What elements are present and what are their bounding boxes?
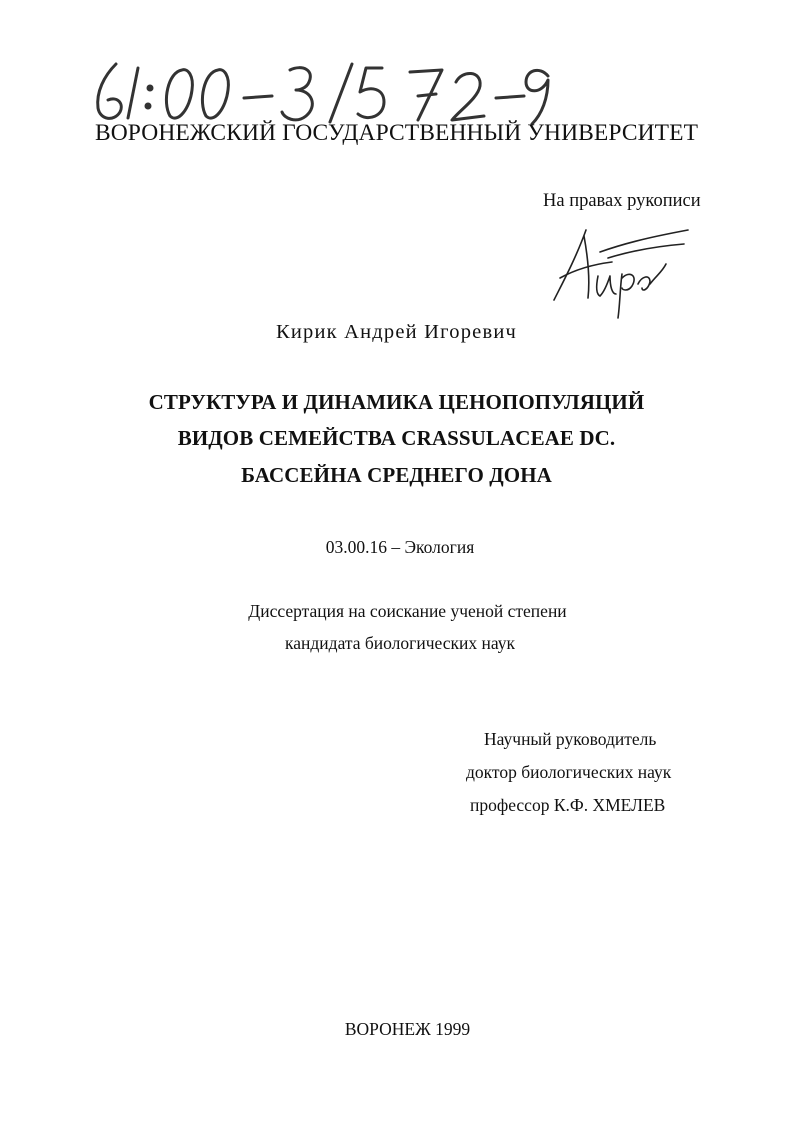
city-and-year: ВОРОНЕЖ 1999 xyxy=(344,1019,471,1039)
dissertation-title-line: СТРУКТУРА И ДИНАМИКА ЦЕНОПОПУЛЯЦИЙ xyxy=(148,390,645,414)
supervisor-name: профессор К.Ф. ХМЕЛЕВ xyxy=(470,795,666,815)
dissertation-title-line: БАССЕЙНА СРЕДНЕГО ДОНА xyxy=(241,463,552,487)
author-name: Кирик Андрей Игоревич xyxy=(275,321,518,343)
supervisor-degree: доктор биологических наук xyxy=(466,762,672,782)
supervisor-label: Научный руководитель xyxy=(484,729,657,749)
degree-statement-line: Диссертация на соискание ученой степени xyxy=(248,601,567,621)
specialty-code: 03.00.16 – Экология xyxy=(325,537,475,557)
dissertation-title-line: ВИДОВ СЕМЕЙСТВА CRASSULACEAE DC. xyxy=(177,426,616,450)
degree-statement-line: кандидата биологических наук xyxy=(285,633,515,653)
university-name: ВОРОНЕЖСКИЙ ГОСУДАРСТВЕННЫЙ УНИВЕРСИТЕТ xyxy=(94,120,699,146)
manuscript-rights-note: На правах рукописи xyxy=(543,191,701,211)
author-signature xyxy=(538,218,698,323)
